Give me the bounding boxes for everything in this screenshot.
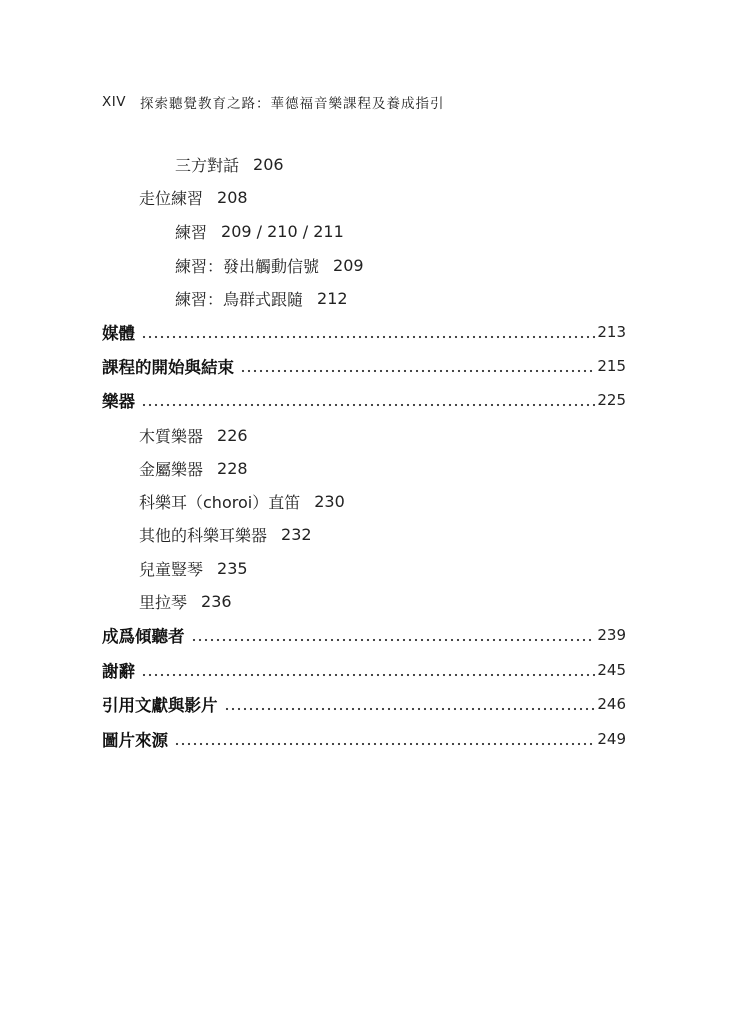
toc-entry-sub	[175, 284, 348, 312]
toc-entry-page: 225	[597, 391, 626, 409]
toc-entry-title: 引用文獻與影片	[102, 696, 218, 715]
page-number: XIV	[102, 94, 126, 110]
toc-entry-title: 謝辭	[102, 662, 135, 681]
toc-entry-title: 三方對話	[175, 155, 240, 175]
toc-entry-page: 215	[597, 357, 626, 375]
toc-entry-page: 209 / 210 / 211	[221, 221, 344, 241]
toc-entry-sub	[139, 454, 248, 482]
toc-entry-page: 239	[597, 626, 626, 644]
toc-entry-title: 媒體	[102, 324, 135, 343]
toc-entry-sub	[139, 487, 345, 515]
toc-entry-title: 練習：鳥群式跟隨	[175, 289, 304, 309]
toc-entry-page: 209	[333, 255, 364, 275]
toc-entry-page: 226	[217, 425, 248, 445]
toc-entry-sub	[139, 421, 248, 449]
toc-entry-sub	[139, 554, 248, 582]
book-title: 探索聽覺教育之路：華德福音樂課程及養成指引	[139, 96, 445, 112]
toc-entry-page: 213	[597, 323, 626, 341]
toc-entry-page: 249	[597, 730, 626, 748]
toc-entry-sub	[175, 251, 364, 279]
toc-entry-sub	[175, 150, 284, 178]
toc-entry-title: 木質樂器	[139, 426, 204, 446]
toc-entry-page: 206	[253, 154, 284, 174]
toc-entry-main	[102, 656, 626, 684]
toc-entry-title: 圖片來源	[102, 731, 168, 750]
dot-leader	[174, 725, 595, 753]
toc-entry-main	[102, 386, 626, 414]
toc-entry-sub	[175, 217, 344, 245]
toc-entry-title: 走位練習	[139, 188, 204, 208]
toc-entry-title: 樂器	[102, 392, 135, 411]
toc-entry-page: 232	[281, 524, 312, 544]
toc-entry-title: 金屬樂器	[139, 459, 204, 479]
toc-entry-title: 其他的科樂耳樂器	[139, 525, 268, 545]
toc-entry-title: 里拉琴	[139, 592, 188, 612]
toc-entry-title: 成爲傾聽者	[102, 627, 185, 646]
dot-leader	[240, 352, 595, 380]
toc-entry-title: 練習	[175, 222, 208, 242]
toc-entry-sub	[139, 587, 232, 615]
toc-entry-page: 235	[217, 558, 248, 578]
toc-entry-main	[102, 690, 626, 718]
toc-entry-sub	[139, 183, 248, 211]
toc-entry-main	[102, 725, 626, 753]
toc-entry-main	[102, 621, 626, 649]
toc-entry-page: 208	[217, 187, 248, 207]
toc-entry-page: 228	[217, 458, 248, 478]
dot-leader	[141, 656, 595, 684]
toc-entry-page: 246	[597, 695, 626, 713]
toc-entry-main	[102, 352, 626, 380]
dot-leader	[224, 690, 596, 718]
toc-entry-title: 科樂耳（choroi）直笛	[139, 492, 301, 512]
toc-entry-page: 236	[201, 591, 232, 611]
dot-leader	[191, 621, 596, 649]
toc-entry-sub	[139, 520, 312, 548]
toc-entry-page: 230	[314, 491, 345, 511]
toc-entry-main	[102, 318, 626, 346]
toc-entry-title: 兒童豎琴	[139, 559, 204, 579]
dot-leader	[141, 386, 595, 414]
dot-leader	[141, 318, 595, 346]
toc-entry-title: 課程的開始與結束	[102, 358, 234, 377]
toc-entry-page: 212	[317, 288, 348, 308]
toc-entry-page: 245	[597, 661, 626, 679]
toc-entry-title: 練習：發出觸動信號	[175, 256, 320, 276]
